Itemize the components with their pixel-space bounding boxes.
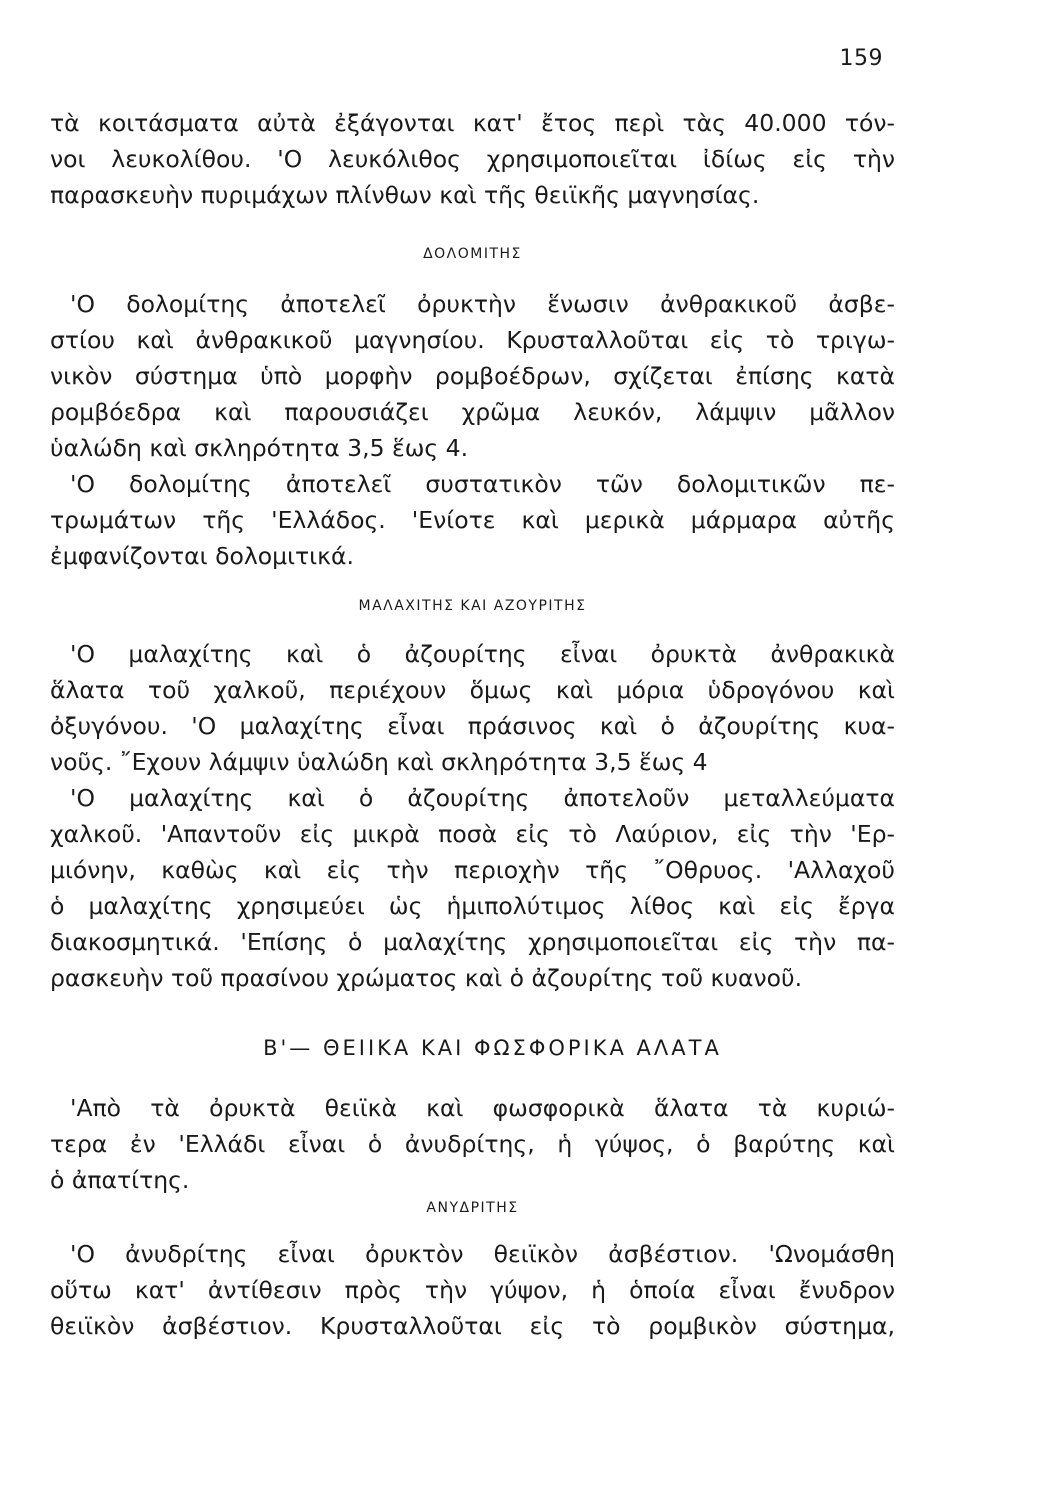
text-line: τὰ κοιτάσματα αὐτὰ ἐξάγονται κατ' ἔτος περὶ τὰς 40.000 τόν- <box>50 109 895 137</box>
text-line: 'Ο δολομίτης ἀποτελεῖ ὀρυκτὴν ἕνωσιν ἀνθρακικοῦ ἀσβε- <box>70 290 895 318</box>
heading-malachite-azurite: ΜΑΛΑΧΙΤΗΣ ΚΑΙ ΑΖΟΥΡΙΤΗΣ <box>358 598 587 614</box>
section-heading-b: B'— ΘΕΙΙΚΑ ΚΑΙ ΦΩΣΦΟΡΙΚΑ ΑΛΑΤΑ <box>263 1036 722 1060</box>
paragraph-malachite-azurite <box>50 636 895 996</box>
text-line: 'Ο ἀνυδρίτης εἶναι ὀρυκτὸν θειϊκὸν ἀσβέστιον. 'Ωνομάσθη <box>70 1240 895 1268</box>
text-line: 'Ο μαλαχίτης καὶ ὁ ἀζουρίτης εἶναι ὀρυκτὰ ἀνθρακικὰ <box>70 640 895 668</box>
text-line: μιόνην, καθὼς καὶ εἰς τὴν περιοχὴν τῆς ῎Οθρυος. 'Αλλαχοῦ <box>50 856 895 884</box>
section-b-wrap <box>50 1018 895 1078</box>
paragraph-sulfate-phosphate <box>50 1090 895 1198</box>
text-line: νικὸν σύστημα ὑπὸ μορφὴν ρομβοέδρων, σχίζεται ἐπίσης κατὰ <box>50 362 895 390</box>
text-line: νοῦς. ῎Εχουν λάμψιν ὑαλώδη καὶ σκληρότητα 3,5 ἕως 4 <box>50 748 708 776</box>
text-line: ὁ ἀπατίτης. <box>50 1166 190 1194</box>
text-line: θειϊκὸν ἀσβέστιον. Κρυσταλλοῦται εἰς τὸ ρομβικὸν σύστημα, <box>50 1312 895 1340</box>
heading-anhydrite-wrap <box>50 1186 895 1230</box>
paragraph-anhydrite <box>50 1236 895 1344</box>
paragraph-lime-production <box>50 105 895 213</box>
text-line: ρομβόεδρα καὶ παρουσιάζει χρῶμα λευκόν, λάμψιν μᾶλλον <box>50 398 895 426</box>
text-line: 'Απὸ τὰ ὀρυκτὰ θειϊκὰ καὶ φωσφορικὰ ἅλατα τὰ κυριώ- <box>70 1094 895 1122</box>
text-line: 'Ο μαλαχίτης καὶ ὁ ἀζουρίτης ἀποτελοῦν μεταλλεύματα <box>70 784 895 812</box>
text-line: στίου καὶ ἀνθρακικοῦ μαγνησίου. Κρυσταλλοῦται εἰς τὸ τριγω- <box>50 326 895 354</box>
paragraph-dolomite <box>50 286 895 574</box>
text-line: χαλκοῦ. 'Απαντοῦν εἰς μικρὰ ποσὰ εἰς τὸ Λαύριον, εἰς τὴν 'Ερ- <box>50 820 895 848</box>
text-line: παρασκευὴν πυριμάχων πλίνθων καὶ τῆς θειϊκῆς μαγνησίας. <box>50 181 760 209</box>
text-line: τρωμάτων τῆς 'Ελλάδος. 'Ενίοτε καὶ μερικὰ μάρμαρα αὐτῆς <box>50 506 895 534</box>
text-line: ὀξυγόνου. 'Ο μαλαχίτης εἶναι πράσινος καὶ ὁ ἀζουρίτης κυα- <box>50 712 895 740</box>
heading-dolomite: ΔΟΛΟΜΙΤΗΣ <box>423 246 522 262</box>
text-line: ρασκευὴν τοῦ πρασίνου χρώματος καὶ ὁ ἀζουρίτης τοῦ κυανοῦ. <box>50 964 803 992</box>
text-line: νοι λευκολίθου. 'Ο λευκόλιθος χρησιμοποιεῖται ἰδίως εἰς τὴν <box>50 145 895 173</box>
page-number: 159 <box>839 46 883 71</box>
text-line: 'Ο δολομίτης ἀποτελεῖ συστατικὸν τῶν δολομιτικῶν πε- <box>70 470 895 498</box>
heading-anhydrite: ΑΝΥΔΡΙΤΗΣ <box>426 1200 519 1216</box>
text-line: τερα ἐν 'Ελλάδι εἶναι ὁ ἀνυδρίτης, ἡ γύψος, ὁ βαρύτης καὶ <box>50 1130 895 1158</box>
text-line: οὕτω κατ' ἀντίθεσιν πρὸς τὴν γύψον, ἡ ὁποία εἶναι ἔνυδρον <box>50 1276 895 1304</box>
heading-dolomite-wrap <box>50 232 895 276</box>
heading-malachite-wrap <box>50 584 895 628</box>
text-line: ἐμφανίζονται δολομιτικά. <box>50 542 354 570</box>
text-line: ὑαλώδη καὶ σκληρότητα 3,5 ἕως 4. <box>50 434 469 462</box>
text-line: ἅλατα τοῦ χαλκοῦ, περιέχουν ὅμως καὶ μόρια ὑδρογόνου καὶ <box>50 676 895 704</box>
text-line: διακοσμητικά. 'Επίσης ὁ μαλαχίτης χρησιμοποιεῖται εἰς τὴν πα- <box>50 928 895 956</box>
text-line: ὁ μαλαχίτης χρησιμεύει ὡς ἡμιπολύτιμος λίθος καὶ εἰς ἔργα <box>50 892 895 920</box>
